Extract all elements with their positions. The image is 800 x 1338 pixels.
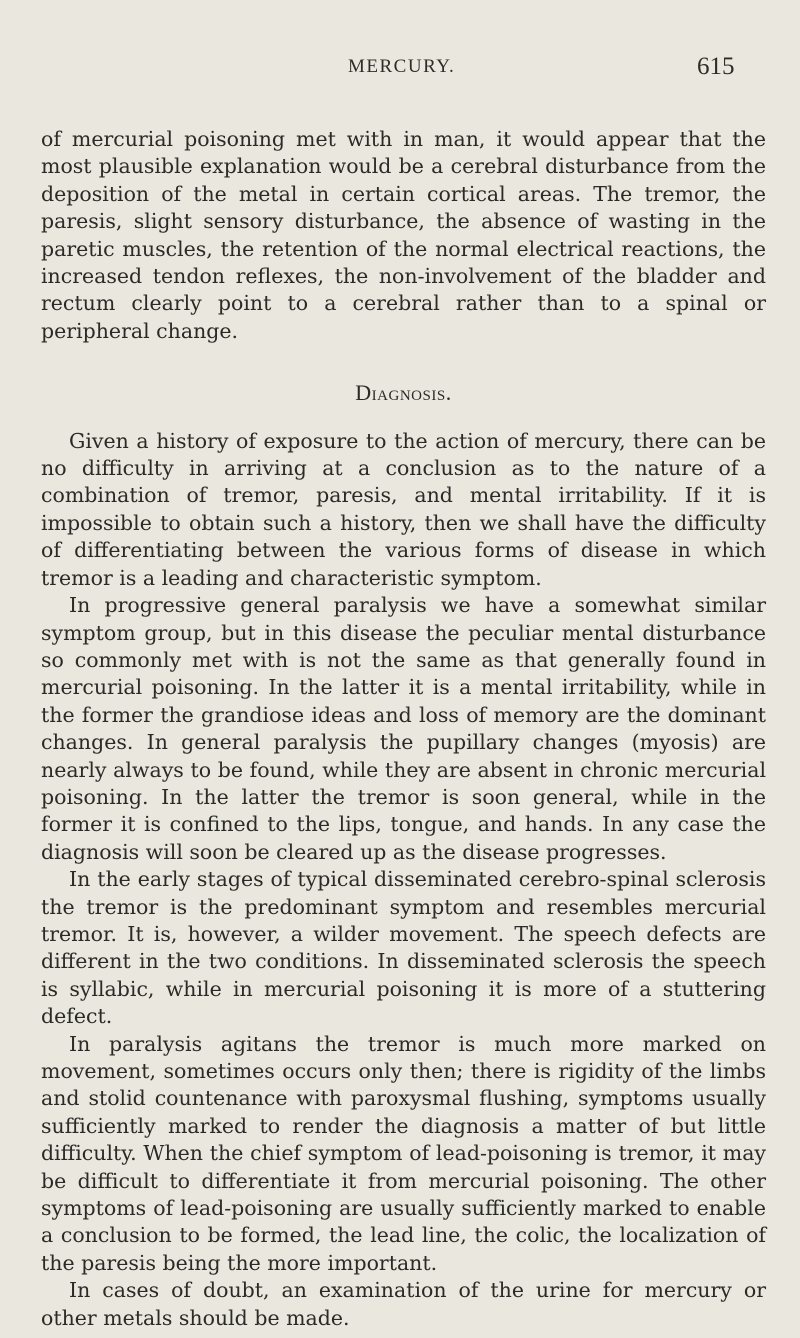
- body-text: [41, 126, 766, 1332]
- running-title: MERCURY.: [348, 56, 456, 77]
- paragraph: In progressive general paralysis we have a somewhat similar symptom group, but in this disease the peculiar mental disturbance so commonly met with is not the same as that generally found in mercurial poisoning. In the latter it is a mental irritability, while in the former the grandiose ideas and loss of memory are the dominant changes. In general paralysis the pupillary changes (myosis) are nearly always to be found, while they are absent in chronic mercurial poisoning. In the latter the tremor is soon general, while in the former it is confined to the lips, tongue, and hands. In any case the diagnosis will soon be cleared up as the disease progresses.: [41, 593, 766, 864]
- running-head: [0, 53, 800, 84]
- section-heading-diagnosis: Diagnosis.: [355, 380, 452, 406]
- page-number: 615: [697, 53, 735, 80]
- paragraph: In cases of doubt, an examination of the urine for mercury or other metals should be made.: [41, 1278, 766, 1330]
- paragraph: In the early stages of typical disseminated cerebro-spinal sclerosis the tremor is the predominant symptom and resembles mercurial tremor. It is, however, a wilder movement. The speech defects are different in the two conditions. In disseminated sclerosis the speech is syllabic, while in mercurial poisoning it is more of a stuttering defect.: [41, 867, 766, 1029]
- paragraph: Given a history of exposure to the action of mercury, there can be no difficulty in arriving at a conclusion as to the nature of a combination of tremor, paresis, and mental irritability. If it is impossible to obtain such a history, then we shall have the difficulty of differentiating between the various forms of disease in which tremor is a leading and characteristic symptom.: [41, 428, 766, 590]
- paragraph-continued: of mercurial poisoning met with in man, it would appear that the most plausible explanation would be a cerebral disturbance from the deposition of the metal in certain cortical areas. The tremor, the paresis, slight sensory disturbance, the absence of wasting in the paretic muscles, the retention of the normal electrical reactions, the increased tendon reflexes, the non-involvement of the bladder and rectum clearly point to a cerebral rather than to a spinal or peripheral change.: [41, 127, 766, 343]
- paragraph: In paralysis agitans the tremor is much more marked on movement, sometimes occurs only then; there is rigidity of the limbs and stolid countenance with paroxysmal flushing, symptoms usually sufficiently marked to render the diagnosis a matter of but little difficulty. When the chief symptom of lead-poisoning is tremor, it may be difficult to differentiate it from mercurial poisoning. The other symptoms of lead-poisoning are usually sufficiently marked to enable a conclusion to be formed, the lead line, the colic, the localization of the paresis being the more important.: [41, 1031, 766, 1275]
